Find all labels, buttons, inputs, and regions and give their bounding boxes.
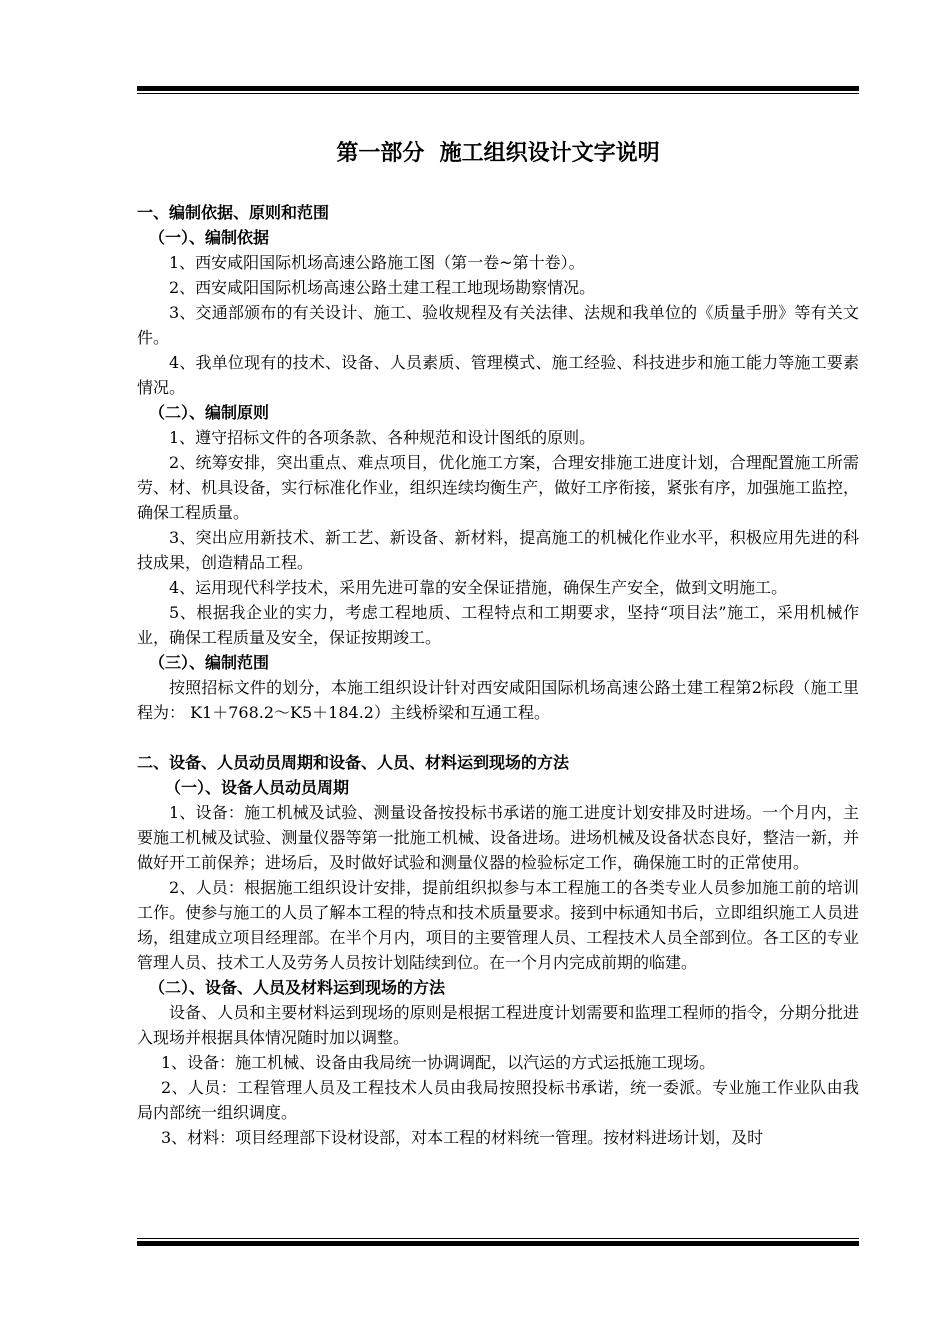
header-rule (137, 86, 859, 94)
subsection-heading: （一）、设备人员动员周期 (165, 778, 350, 797)
paragraph: 5、根据我企业的实力，考虑工程地质、工程特点和工期要求，坚持“项目法”施工，采用机械作业，确保工程质量及安全，保证按期竣工。 (137, 603, 859, 647)
subsection-heading: （一）、编制依据 (149, 228, 270, 247)
paragraph: 1、设备：施工机械、设备由我局统一协调调配，以汽运的方式运抵施工现场。 (161, 1053, 716, 1072)
paragraph: 3、突出应用新技术、新工艺、新设备、新材料，提高施工的机械化作业水平，积极应用先进的科技成果，创造精品工程。 (137, 528, 859, 572)
paragraph: 按照招标文件的划分，本施工组织设计针对西安咸阳国际机场高速公路土建工程第2标段（施工里程为： K1＋768.2～K5＋184.2）主线桥梁和互通工程。 (137, 678, 859, 722)
document-body (137, 134, 859, 1150)
section-heading: 一、编制依据、原则和范围 (137, 203, 330, 222)
section-heading: 二、设备、人员动员周期和设备、人员、材料运到现场的方法 (137, 753, 570, 772)
paragraph: 2、人员：工程管理人员及工程技术人员由我局按照投标书承诺，统一委派。专业施工作业队由我局内部统一组织调度。 (137, 1078, 859, 1122)
paragraph: 4、运用现代科学技术，采用先进可靠的安全保证措施，确保生产安全，做到文明施工。 (169, 578, 788, 597)
paragraph: 1、西安咸阳国际机场高速公路施工图（第一卷~第十卷）。 (169, 253, 585, 272)
subsection-heading: （二）、设备、人员及材料运到现场的方法 (149, 978, 446, 997)
paragraph: 1、遵守招标文件的各项条款、各种规范和设计图纸的原则。 (169, 428, 596, 447)
paragraph: 2、人员：根据施工组织设计安排，提前组织拟参与本工程施工的各类专业人员参加施工前的培训工作。使参与施工的人员了解本工程的特点和技术质量要求。接到中标通知书后，立即组织施工人员进场，组建成立项目经理部。在半个月内，项目的主要管理人员、工程技术人员全部到位。各工区的专业管理人员、技术工人及劳务人员按计划陆续到位。在一个月内完成前期的临建。 (137, 878, 859, 972)
paragraph: 2、统筹安排，突出重点、难点项目，优化施工方案，合理安排施工进度计划，合理配置施工所需劳、材、机具设备，实行标准化作业，组织连续均衡生产，做好工序衔接，紧张有序，加强施工监控，确保工程质量。 (137, 453, 859, 522)
paragraph: 设备、人员和主要材料运到现场的原则是根据工程进度计划需要和监理工程师的指令，分期分批进入现场并根据具体情况随时加以调整。 (137, 1003, 859, 1047)
paragraph: 3、交通部颁布的有关设计、施工、验收规程及有关法律、法规和我单位的《质量手册》等有关文件。 (137, 303, 859, 347)
paragraph: 4、我单位现有的技术、设备、人员素质、管理模式、施工经验、科技进步和施工能力等施工要素情况。 (137, 353, 859, 397)
subsection-heading: （二）、编制原则 (149, 403, 270, 422)
paragraph: 3、材料：项目经理部下设材设部，对本工程的材料统一管理。按材料进场计划，及时 (161, 1128, 764, 1147)
subsection-heading: （三）、编制范围 (149, 653, 270, 672)
paragraph: 2、西安咸阳国际机场高速公路土建工程工地现场勘察情况。 (169, 278, 596, 297)
paragraph: 1、设备：施工机械及试验、测量设备按投标书承诺的施工进度计划安排及时进场。一个月内，主要施工机械及试验、测量仪器等第一批施工机械、设备进场。进场机械及设备状态良好，整洁一新，并做好开工前保养；进场后，及时做好试验和测量仪器的检验标定工作，确保施工时的正常使用。 (137, 803, 859, 872)
footer-rule (137, 1238, 859, 1246)
document-title: 第一部分 施工组织设计文字说明 (336, 140, 660, 166)
